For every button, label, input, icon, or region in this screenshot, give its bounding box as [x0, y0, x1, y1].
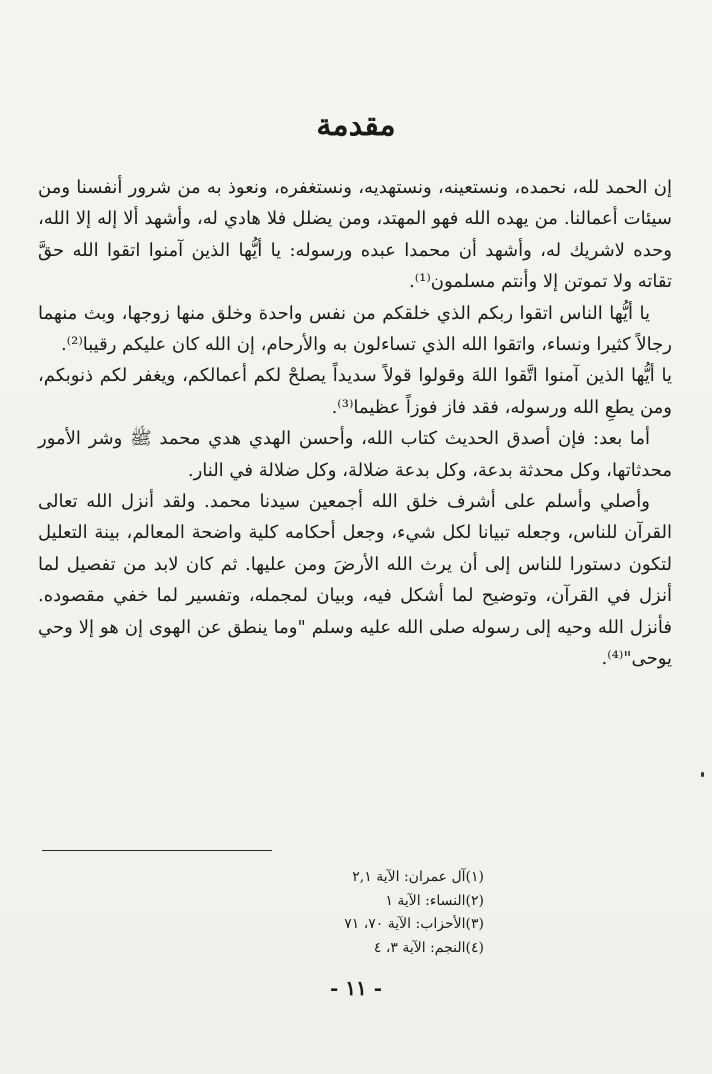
- page-number: - ١١ -: [329, 976, 382, 1000]
- footnotes: [164, 866, 484, 960]
- paragraph-salat: وأصلي وأسلم على أشرف خلق الله أجمعين سيدنا محمد. ولقد أنزل الله تعالى القرآن للناس، وجعله تبيانا لكل شيء، وجعل أحكامه كلية واضحة المعالم، بينة التعليل لتكون دستورا للناس إلى أن يرث الله الأرضَ ومن عليها. ثم كان لابد من تفصيل لما أنزل في القرآن، وتوضيح لما أشكل فيه، وبيان لمجمله، وتفسير لما خفي مقصوده. فأنزل الله وحيه إلى رسوله صلى الله عليه وسلم "وما ينطق عن الهوى إن هو إلا وحي يوحى"⁽⁴⁾.: [38, 491, 672, 670]
- paragraph-opening: إن الحمد لله، نحمده، ونستعينه، ونستهديه، ونستغفره، ونعوذ به من شرور أنفسنا ومن سيئات أعمالنا. من يهده الله فهو المهتد، ومن يضلل فلا هادي له، وأشهد ألا إله إلا الله، وحده لاشريك له، وأشهد أن محمدا عبده ورسوله: يا أيُّها الذين آمنوا اتقوا الله حقَّ تقاته ولا تموتن إلا وأنتم مسلمون⁽¹⁾.: [38, 177, 672, 293]
- body-text: [38, 172, 672, 675]
- paragraph-verse-ahzab: يا أيُّها الذين آمنوا اتَّقوا اللهَ وقولوا قولاً سديداً يصلحْ لكم أعمالكم، ويغفر لكم ذنوبكم، ومن يطعِ الله ورسوله، فقد فاز فوزاً عظيما⁽³⁾.: [38, 365, 672, 418]
- paragraph-verse-nisa: يا أيُّها الناس اتقوا ربكم الذي خلقكم من نفس واحدة وخلق منها زوجها، وبث منهما رجالاً كثيرا ونساء، واتقوا الله الذي تساءلون به والأرحام، إن الله كان عليكم رقيبا⁽²⁾.: [38, 302, 672, 356]
- paragraph-amma-baad: أما بعد: فإن أصدق الحديث كتاب الله، وأحسن الهدي هدي محمد ﷺ وشر الأمور محدثاتها، وكل محدثة بدعة، وكل بدعة ضلالة، وكل ضلالة في النار.: [38, 428, 672, 481]
- footnote-item: (٢)النساء: الآية ١: [385, 892, 484, 909]
- footnote-item: (١)آل عمران: الآية ٢,١: [352, 869, 484, 885]
- paper-speck: [701, 772, 704, 777]
- footnote-item: (٣)الأحزاب: الآية ٧٠، ٧١: [344, 916, 484, 932]
- page-title: مقدمة: [316, 108, 396, 143]
- footnote-divider: [42, 850, 272, 851]
- footnote-item: (٤)النجم: الآية ٣، ٤: [373, 939, 484, 956]
